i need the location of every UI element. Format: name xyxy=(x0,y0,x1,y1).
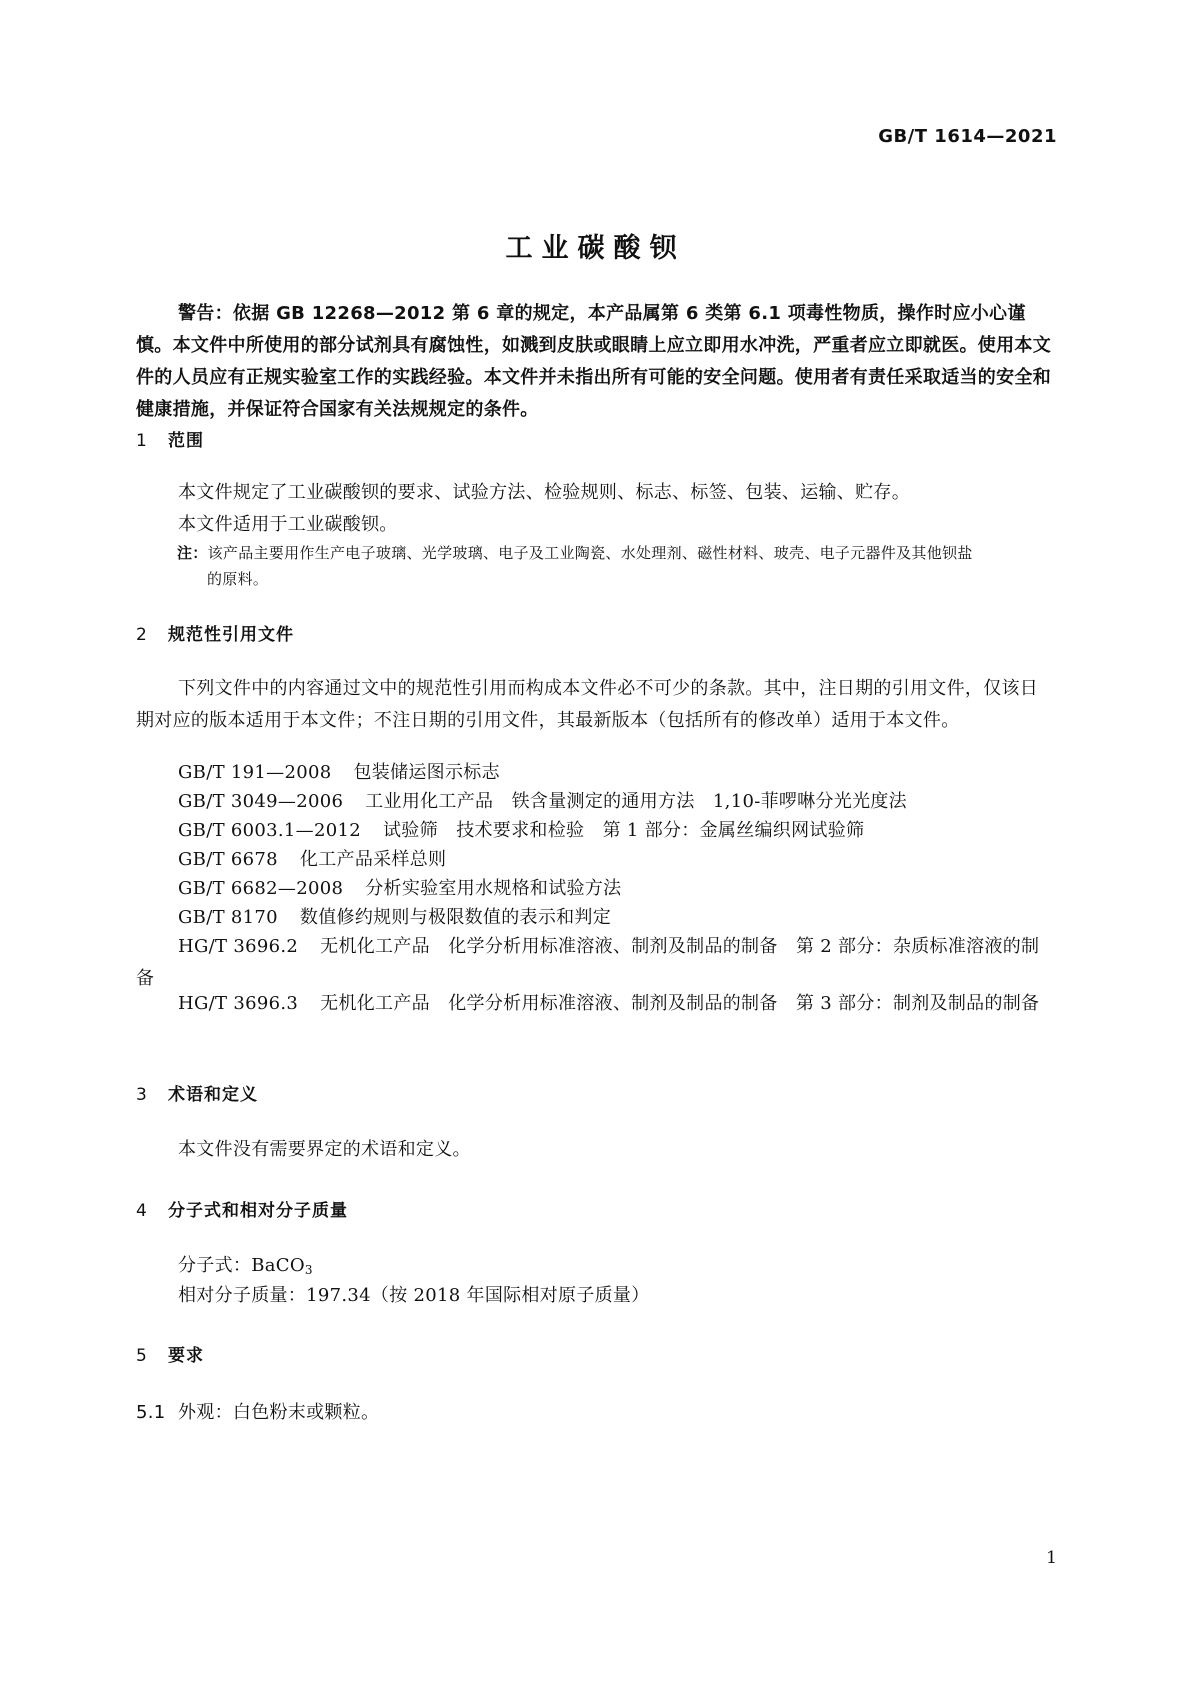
section-number: 1 xyxy=(136,431,148,451)
reference-code: HG/T 3696.3 xyxy=(178,993,299,1014)
section-title: 规范性引用文件 xyxy=(168,625,294,645)
section-3-heading xyxy=(136,1080,258,1105)
clause-text: 外观：白色粉末或颗粒。 xyxy=(178,1402,380,1423)
section-title: 范围 xyxy=(168,431,204,451)
note-text-line-2: 的原料。 xyxy=(207,570,269,588)
warning-paragraph: 警告：依据 GB 12268—2012 第 6 章的规定，本产品属第 6 类第 6.1 项毒性物质，操作时应小心谨慎。本文件中所使用的部分试剂具有腐蚀性，如溅到皮肤或眼睛上应立即用水冲洗，严重者应立即就医。使用本文件的人员应有正规实验室工作的实践经验。本文件并未指出所有可能的安全问题。使用者有责任采取适当的安全和健康措施，并保证符合国家有关法规规定的条件。 xyxy=(136,303,1051,420)
reference-code: HG/T 3696.2 xyxy=(178,936,299,957)
formula-main: BaCO xyxy=(251,1255,305,1276)
reference-item xyxy=(136,786,1056,818)
reference-title: 试验筛 技术要求和检验 第 1 部分：金属丝编织网试验筛 xyxy=(383,820,865,841)
reference-title: 无机化工产品 化学分析用标准溶液、制剂及制品的制备 第 2 部分：杂质标准溶液的制备 xyxy=(136,936,1040,989)
section-4-heading xyxy=(136,1196,348,1221)
reference-item xyxy=(136,902,1056,934)
reference-code: GB/T 3049—2006 xyxy=(178,791,344,812)
reference-item xyxy=(136,931,1056,995)
reference-item xyxy=(136,757,1056,789)
reference-title: 包装储运图示标志 xyxy=(353,762,500,783)
scope-note xyxy=(177,540,1057,592)
document-title: 工业碳酸钡 xyxy=(505,233,686,264)
reference-item xyxy=(136,815,1056,847)
section-title: 分子式和相对分子质量 xyxy=(168,1201,348,1221)
clause-number: 5.1 xyxy=(136,1402,166,1423)
terms-paragraph: 本文件没有需要界定的术语和定义。 xyxy=(178,1139,471,1160)
section-number: 5 xyxy=(136,1346,148,1366)
reference-item xyxy=(136,844,1056,876)
section-title: 术语和定义 xyxy=(168,1085,258,1105)
scope-paragraph-2: 本文件适用于工业碳酸钡。 xyxy=(178,514,398,535)
reference-code: GB/T 6678 xyxy=(178,849,278,870)
clause-5-1 xyxy=(136,1397,1056,1429)
references-intro: 下列文件中的内容通过文中的规范性引用而构成本文件必不可少的条款。其中，注日期的引用文件，仅该日期对应的版本适用于本文件；不注日期的引用文件，其最新版本（包括所有的修改单）适用于本文件。 xyxy=(136,678,1039,731)
page-number: 1 xyxy=(1046,1548,1057,1568)
section-number: 2 xyxy=(136,625,148,645)
reference-item xyxy=(136,873,1056,905)
note-label: 注： xyxy=(177,544,208,562)
reference-title: 无机化工产品 化学分析用标准溶液、制剂及制品的制备 第 3 部分：制剂及制品的制备 xyxy=(320,993,1040,1014)
reference-code: GB/T 8170 xyxy=(178,907,278,928)
reference-title: 化工产品采样总则 xyxy=(299,849,447,870)
formula-subscript: 3 xyxy=(304,1263,313,1277)
section-number: 4 xyxy=(136,1201,148,1221)
section-2-heading xyxy=(136,620,294,645)
molecular-mass: 相对分子质量：197.34（按 2018 年国际相对原子质量） xyxy=(178,1285,650,1306)
section-1-heading xyxy=(136,426,204,451)
reference-code: GB/T 191—2008 xyxy=(178,762,332,783)
scope-paragraph-1: 本文件规定了工业碳酸钡的要求、试验方法、检验规则、标志、标签、包装、运输、贮存。 xyxy=(178,482,910,503)
section-number: 3 xyxy=(136,1085,148,1105)
reference-title: 数值修约规则与极限数值的表示和判定 xyxy=(299,907,612,928)
reference-title: 分析实验室用水规格和试验方法 xyxy=(365,878,622,899)
reference-title: 工业用化工产品 铁含量测定的通用方法 1,10-菲啰啉分光光度法 xyxy=(365,791,907,812)
note-text-line-1: 该产品主要用作生产电子玻璃、光学玻璃、电子及工业陶瓷、水处理剂、磁性材料、玻壳、电子元器件及其他钡盐 xyxy=(207,544,973,562)
reference-code: GB/T 6682—2008 xyxy=(178,878,344,899)
section-title: 要求 xyxy=(168,1346,204,1366)
reference-item xyxy=(136,988,1056,1020)
reference-code: GB/T 6003.1—2012 xyxy=(178,820,361,841)
section-5-heading xyxy=(136,1341,204,1366)
standard-code: GB/T 1614—2021 xyxy=(878,126,1057,147)
formula-label: 分子式： xyxy=(178,1255,252,1276)
